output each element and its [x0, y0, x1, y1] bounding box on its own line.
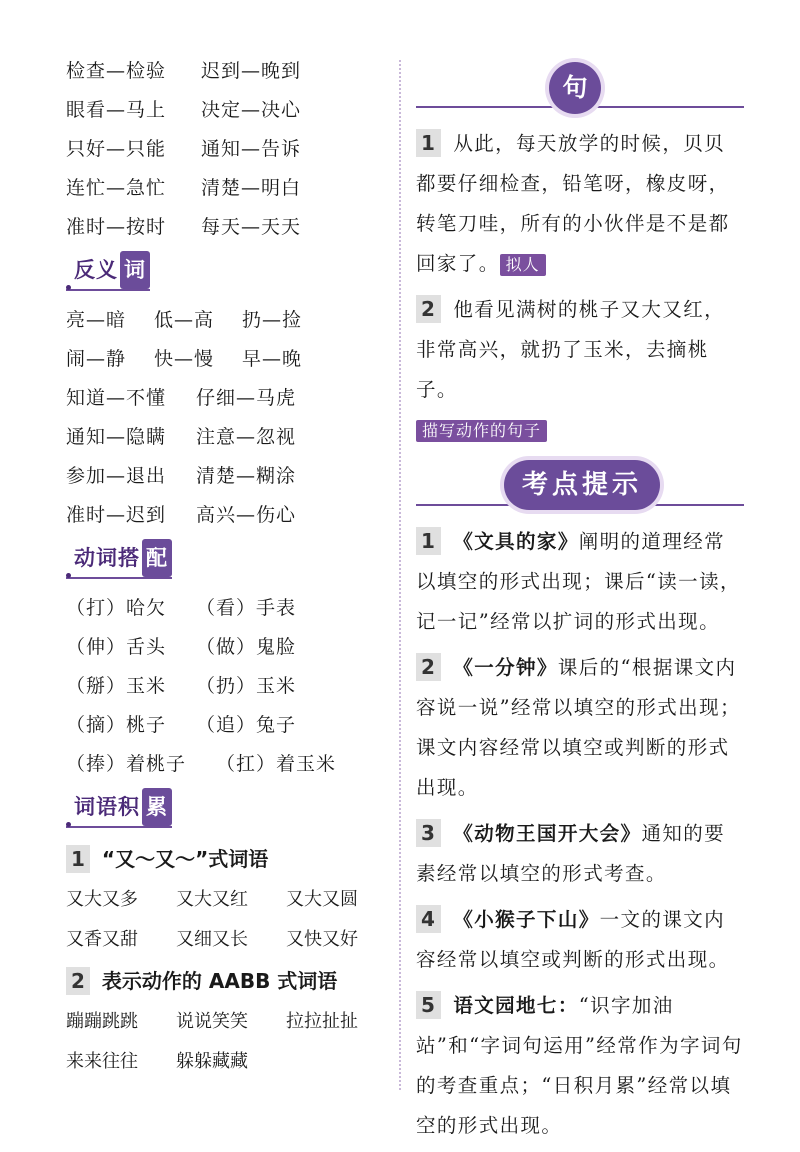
word-pair: 准时—迟到: [66, 504, 167, 526]
word: 又细又长: [176, 929, 248, 950]
word: 又大又红: [176, 889, 248, 910]
word: 又快又好: [286, 929, 358, 950]
number-badge: 2: [66, 967, 90, 995]
number-badge: 2: [416, 295, 441, 323]
tip-title: 《一分钟》: [453, 656, 558, 679]
tips-banner: [416, 460, 744, 512]
number-badge: 4: [416, 905, 441, 933]
heading-dot: [66, 285, 71, 290]
verb-phrase: （扛）着玉米: [216, 753, 337, 775]
word-pair: 只好—只能: [66, 138, 167, 160]
antonym-row: [66, 496, 396, 535]
word-pair: 决定—决心: [201, 99, 302, 121]
synonym-row: [66, 130, 396, 169]
sentence-tag: 描写动作的句子: [416, 420, 547, 442]
word: 拉拉扯扯: [286, 1011, 358, 1032]
tip-text: 阐明的道理经常以填空的形式出现；课后“读一读，记一记”经常以扩词的形式出现。: [416, 530, 741, 633]
verb-phrase: （捧）着桃子: [66, 753, 187, 775]
heading-text: 反义: [74, 258, 118, 282]
word: 又大又多: [66, 889, 138, 910]
tip-text: 一文的课文内容经常以填空或判断的形式出现。: [416, 908, 730, 971]
heading-dot: [66, 822, 71, 827]
word-pair: 低—高: [154, 309, 215, 331]
word-pair: 检查—检验: [66, 60, 167, 82]
verbs-heading: [66, 539, 396, 585]
word-pair: 清楚—明白: [201, 177, 302, 199]
verb-phrase: （扔）玉米: [196, 675, 297, 697]
tip-item: [416, 900, 744, 980]
synonym-row: [66, 169, 396, 208]
tip-title: 语文园地七：: [453, 994, 579, 1017]
word-pair: 注意—忽视: [196, 426, 297, 448]
heading-text: 词语积: [74, 795, 140, 819]
word-row: [66, 1002, 396, 1042]
word-pair: 知道—不懂: [66, 387, 167, 409]
word-pair: 连忙—急忙: [66, 177, 167, 199]
heading-box: 词: [120, 251, 150, 289]
subheading-text: 表示动作的 AABB 式词语: [101, 969, 338, 993]
antonym-row: [66, 379, 396, 418]
word: 蹦蹦跳跳: [66, 1011, 138, 1032]
tip-text: 通知的要素经常以填空的形式考查。: [416, 822, 726, 885]
number-badge: 1: [416, 129, 441, 157]
tip-item: [416, 648, 744, 808]
verb-phrase: （打）哈欠: [66, 597, 167, 619]
verb-row: [66, 667, 396, 706]
verb-phrase: （掰）玉米: [66, 675, 167, 697]
right-column: [416, 62, 744, 1152]
verb-phrase: （看）手表: [196, 597, 297, 619]
word-pair: 快—慢: [154, 348, 215, 370]
sentence-heading: 句: [549, 62, 601, 114]
verb-phrase: （摘）桃子: [66, 714, 167, 736]
accumulation-heading: [66, 788, 396, 834]
number-badge: 2: [416, 653, 441, 681]
tip-title: 《文具的家》: [453, 530, 579, 553]
tips-heading: 考点提示: [504, 460, 660, 510]
sentence-tag: 拟人: [500, 254, 546, 276]
antonym-row: [66, 301, 396, 340]
verb-phrase: （做）鬼脸: [196, 636, 297, 658]
synonym-row: [66, 52, 396, 91]
number-badge: 1: [416, 527, 441, 555]
word-pair: 清楚—糊涂: [196, 465, 297, 487]
word-pair: 仔细—马虎: [196, 387, 297, 409]
tip-text: 课后的“根据课文内容说一说”经常以填空的形式出现；课文内容经常以填空或判断的形式出现。: [416, 656, 741, 799]
column-divider: [399, 60, 401, 1090]
word-pair: 准时—按时: [66, 216, 167, 238]
tip-title: 《小猴子下山》: [453, 908, 600, 931]
verb-phrase: （追）兔子: [196, 714, 297, 736]
word: 又香又甜: [66, 929, 138, 950]
antonyms-heading: [66, 251, 396, 297]
subheading-text: “又～又～”式词语: [101, 847, 269, 871]
word-pair: 每天—天天: [201, 216, 302, 238]
verb-row: [66, 706, 396, 745]
word-pair: 早—晚: [242, 348, 303, 370]
word-row: [66, 880, 396, 920]
accumulation-subheading-2: [66, 960, 396, 1002]
word: 来来往往: [66, 1051, 138, 1072]
antonym-row: [66, 457, 396, 496]
word-pair: 扔—捡: [242, 309, 303, 331]
word-pair: 通知—告诉: [201, 138, 302, 160]
number-badge: 5: [416, 991, 441, 1019]
verb-row: [66, 745, 396, 784]
sentence-item: [416, 124, 744, 284]
word-row: [66, 1042, 396, 1082]
word-pair: 亮—暗: [66, 309, 127, 331]
sentence-text: 从此，每天放学的时候，贝贝都要仔细检查，铅笔呀，橡皮呀，转笔刀哇，所有的小伙伴是不是都回家了。: [416, 132, 730, 275]
word-pair: 高兴—伤心: [196, 504, 297, 526]
sentence-item: [416, 290, 744, 450]
number-badge: 3: [416, 819, 441, 847]
tip-item: [416, 986, 744, 1146]
verbs-list: [66, 589, 396, 784]
sentence-text: 他看见满树的桃子又大又红，非常高兴，就扔了玉米，去摘桃子。: [416, 298, 726, 401]
synonym-row: [66, 91, 396, 130]
verb-phrase: （伸）舌头: [66, 636, 167, 658]
word: 说说笑笑: [176, 1011, 248, 1032]
antonyms-list: [66, 301, 396, 535]
word-pair: 迟到—晚到: [201, 60, 302, 82]
heading-box: 累: [142, 788, 172, 826]
tip-item: [416, 522, 744, 642]
word-pair: 闹—静: [66, 348, 127, 370]
tip-item: [416, 814, 744, 894]
antonym-row: [66, 418, 396, 457]
tip-title: 《动物王国开大会》: [453, 822, 642, 845]
heading-text: 动词搭: [74, 546, 140, 570]
word: 躲躲藏藏: [176, 1051, 248, 1072]
sentence-banner: [416, 62, 744, 114]
word: 又大又圆: [286, 889, 358, 910]
word-pair: 参加—退出: [66, 465, 167, 487]
word-row: [66, 920, 396, 960]
heading-dot: [66, 573, 71, 578]
verb-row: [66, 589, 396, 628]
accumulation-subheading-1: [66, 838, 396, 880]
word-pair: 通知—隐瞒: [66, 426, 167, 448]
left-column: [66, 52, 396, 1082]
antonym-row: [66, 340, 396, 379]
tip-text: “识字加油站”和“字词句运用”经常作为字词句的考查重点；“日积月累”经常以填空的形式出现。: [416, 994, 743, 1137]
heading-box: 配: [142, 539, 172, 577]
verb-row: [66, 628, 396, 667]
synonyms-list: [66, 52, 396, 247]
synonym-row: [66, 208, 396, 247]
word-pair: 眼看—马上: [66, 99, 167, 121]
number-badge: 1: [66, 845, 90, 873]
